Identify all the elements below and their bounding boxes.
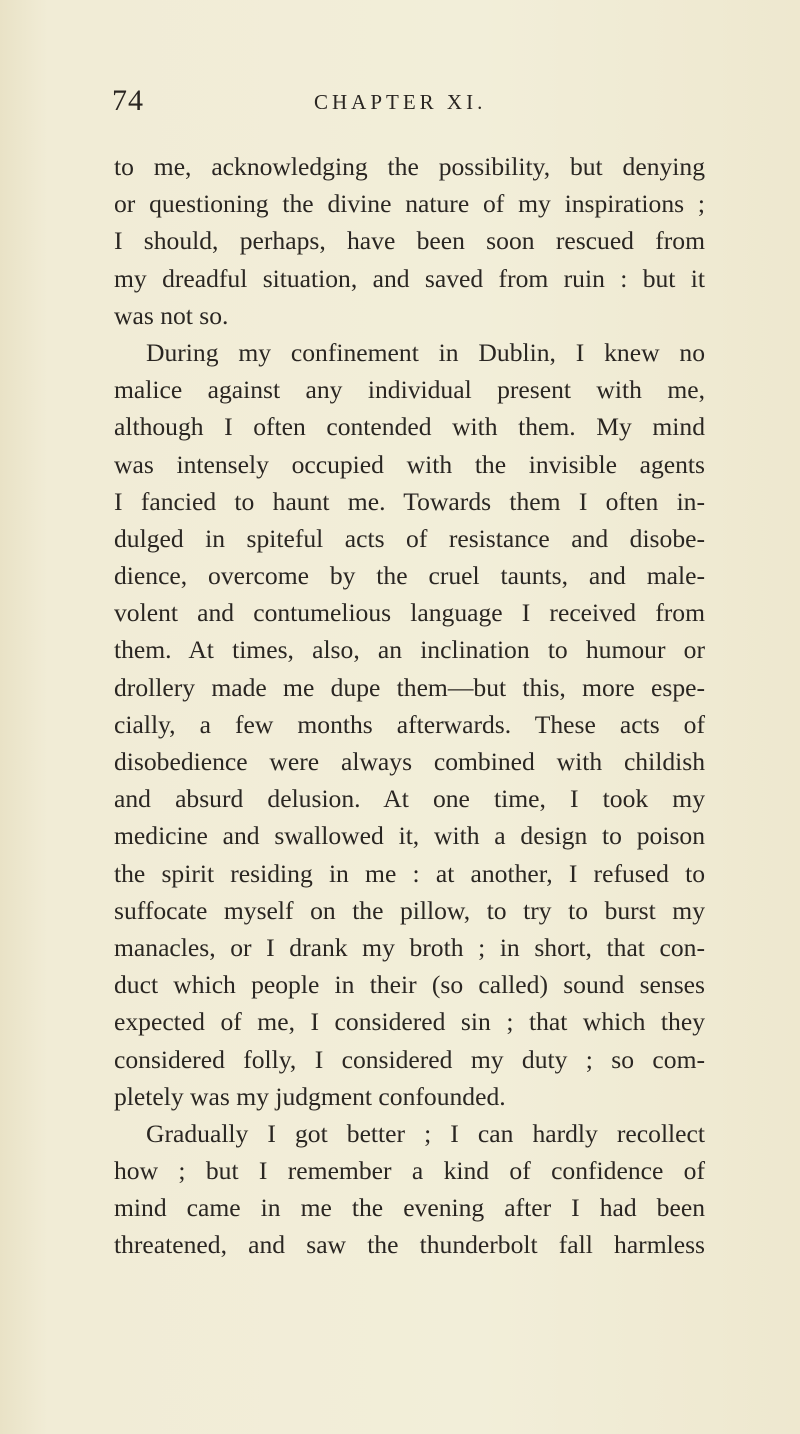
text-line: volent and contumelious language I received from [114, 598, 705, 628]
text-line: pletely was my judgment confounded. [114, 1081, 506, 1111]
chapter-title: CHAPTER XI. [314, 90, 487, 114]
text-line: mind came in me the evening after I had been [114, 1193, 705, 1223]
page-number: 74 [112, 84, 144, 117]
text-line: disobedience were always combined with childish [114, 747, 705, 776]
text-line: my dreadful situation, and saved from ruin : but it [114, 263, 705, 293]
text-line: During my confinement in Dublin, I knew no [146, 337, 705, 367]
text-line: expected of me, I considered sin ; that which they [114, 1007, 705, 1037]
text-line: drollery made me dupe them—but this, more espe- [114, 672, 705, 702]
text-line: I fancied to haunt me. Towards them I often in- [114, 486, 705, 516]
text-line: threatened, and saw the thunderbolt fall harmless [114, 1230, 705, 1260]
running-head [112, 84, 582, 124]
body-text [114, 148, 705, 1264]
text-line: and absurd delusion. At one time, I took my [114, 784, 705, 814]
text-line: Gradually I got better ; I can hardly recollect [146, 1118, 705, 1148]
text-line: how ; but I remember a kind of confidence of [114, 1156, 705, 1186]
text-line: although I often contended with them. My mind [114, 412, 705, 442]
text-line: duct which people in their (so called) sound senses [114, 970, 705, 1000]
text-line: malice against any individual present with me, [114, 375, 705, 405]
text-line: cially, a few months afterwards. These acts of [114, 709, 705, 739]
text-line: them. At times, also, an inclination to humour or [114, 635, 705, 665]
text-line: the spirit residing in me : at another, I refused to [114, 858, 705, 888]
text-line: to me, acknowledging the possibility, but denying [114, 152, 705, 181]
text-line: was intensely occupied with the invisible agents [114, 449, 705, 479]
text-line: dulged in spiteful acts of resistance and disobe- [114, 523, 705, 553]
text-line: was not so. [114, 300, 229, 330]
text-line: or questioning the divine nature of my inspirations ; [114, 189, 705, 219]
text-line: manacles, or I drank my broth ; in short, that con- [114, 932, 705, 962]
text-line: suffocate myself on the pillow, to try to burst my [114, 895, 705, 925]
text-line: dience, overcome by the cruel taunts, and male- [114, 561, 705, 591]
text-line: medicine and swallowed it, with a design to poison [114, 821, 705, 851]
text-line: I should, perhaps, have been soon rescued from [114, 226, 705, 256]
text-line: considered folly, I considered my duty ; so com- [114, 1044, 705, 1074]
